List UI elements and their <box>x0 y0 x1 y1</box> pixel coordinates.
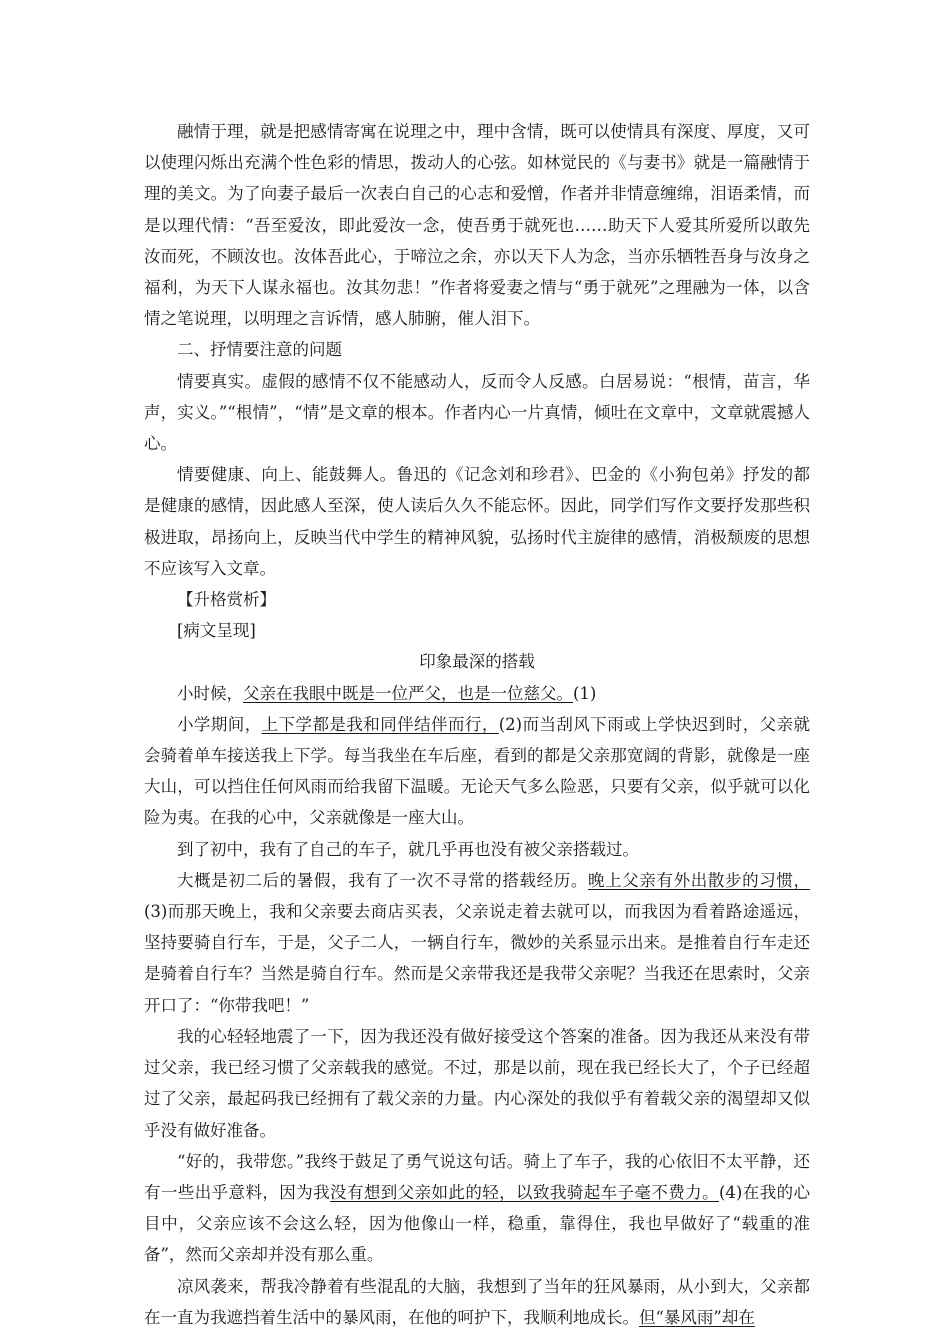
essay-paragraph-2: 小学期间，上下学都是我和同伴结伴而行，(2)而当刮风下雨或上学快迟到时，父亲就会骑着单车接送我上下学。每当我坐在车后座，看到的都是父亲那宽阔的背影，就像是一座大山，可以挡住任何风雨而给我留下温暖。无论天气多么险恶，只要有父亲，似乎就可以化险为夷。在我的心中，父亲就像是一座大山。 <box>144 714 811 828</box>
underlined-sentence-2: 上下学都是我和同伴结伴而行， <box>261 714 499 734</box>
essay-paragraph-4: 大概是初二后的暑假，我有了一次不寻常的搭载经历。晚上父亲有外出散步的习惯，(3)而那天晚上，我和父亲要去商店买表，父亲说走着去就可以，而我因为看着路途遥远，坚持要骑自行车，于是，父子二人，一辆自行车，微妙的关系显示出来。是推着自行车走还是骑着自行车？当然是骑自行车。然而是父亲带我还是我带父亲呢？当我还在思索时，父亲开口了：“你带我吧！” <box>144 870 810 1015</box>
essay-paragraph-5: 我的心轻轻地震了一下，因为我还没有做好接受这个答案的准备。因为我还从来没有带过父亲，我已经习惯了父亲载我的感觉。不过，那是以前，现在我已经长大了，个子已经超过了父亲，最起码我已经拥有了载父亲的力量。内心深处的我似乎有着载父亲的渴望却又似乎没有做好准备。 <box>144 1026 810 1140</box>
underlined-sentence-1: 父亲在我眼中既是一位严父，也是一位慈父。 <box>243 683 573 703</box>
paragraph-reason-emotion: 融情于理，就是把感情寄寓在说理之中，理中含情，既可以使情具有深度、厚度，又可以使理闪烁出充满个性色彩的情思，拨动人的心弦。如林觉民的《与妻书》就是一篇融情于理的美文。为了向妻子最后一次表白自己的心志和爱憎，作者并非情意缠绵，泪语柔情，而是以理代情：“吾至爱汝，即此爱汝一念，使吾勇于就死也……助天下人爱其所爱所以敢先汝而死，不顾汝也。汝体吾此心，于啼泣之余，亦以天下人为念，当亦乐牺牲吾身与汝身之福利，为天下人谋永福也。汝其勿悲！”作者将爱妻之情与“勇于就死”之理融为一体，以含情之笔说理，以明理之言诉情，感人肺腑，催人泪下。 <box>144 122 810 329</box>
essay-paragraph-6: “好的，我带您。”我终于鼓足了勇气说这句话。骑上了车子，我的心依旧不太平静，还有一些出乎意料，因为我没有想到父亲如此的轻，以致我骑起车子毫不费力。(4)在我的心目中，父亲应该不会这么轻，因为他像山一样，稳重，靠得住，我也早做好了“载重的准备”，然而父亲却并没有那么重。 <box>144 1151 811 1265</box>
underlined-sentence-3: 晚上父亲有外出散步的习惯， <box>588 870 810 890</box>
section-label-upgrade: 【升格赏析】 <box>177 590 276 610</box>
underlined-sentence-4: 没有想到父亲如此的轻，以致我骑起车子毫不费力。 <box>330 1182 719 1202</box>
essay-title: 印象最深的搭载 <box>419 652 535 672</box>
essay-paragraph-7: 凉风袭来，帮我冷静着有些混乱的大脑，我想到了当年的狂风暴雨，从小到大，父亲都在一直为我遮挡着生活中的暴风雨，在他的呵护下，我顺利地成长。但“暴风雨”却在 <box>144 1276 810 1327</box>
sub-label-flawed-essay: [病文呈现] <box>177 621 256 641</box>
paragraph-true-emotion: 情要真实。虚假的感情不仅不能感动人，反而令人反感。白居易说：“根情，苗言，华声，实义。”“根情”，“情”是文章的根本。作者内心一片真情，倾吐在文章中，文章就震撼人心。 <box>144 371 810 454</box>
section-heading-lyric-issues: 二、抒情要注意的问题 <box>177 340 342 360</box>
essay-paragraph-3: 到了初中，我有了自己的车子，就几乎再也没有被父亲搭载过。 <box>177 839 639 859</box>
underlined-sentence-5: 但“暴风雨”却在 <box>639 1307 755 1327</box>
essay-paragraph-1: 小时候，父亲在我眼中既是一位严父，也是一位慈父。(1) <box>177 683 597 703</box>
paragraph-healthy-emotion: 情要健康、向上、能鼓舞人。鲁迅的《记念刘和珍君》、巴金的《小狗包弟》抒发的都是健康的感情，因此感人至深，使人读后久久不能忘怀。因此，同学们写作文要抒发那些积极进取，昂扬向上，反映当代中学生的精神风貌，弘扬时代主旋律的感情，消极颓废的思想不应该写入文章。 <box>144 465 810 578</box>
document-page <box>144 116 810 1333</box>
